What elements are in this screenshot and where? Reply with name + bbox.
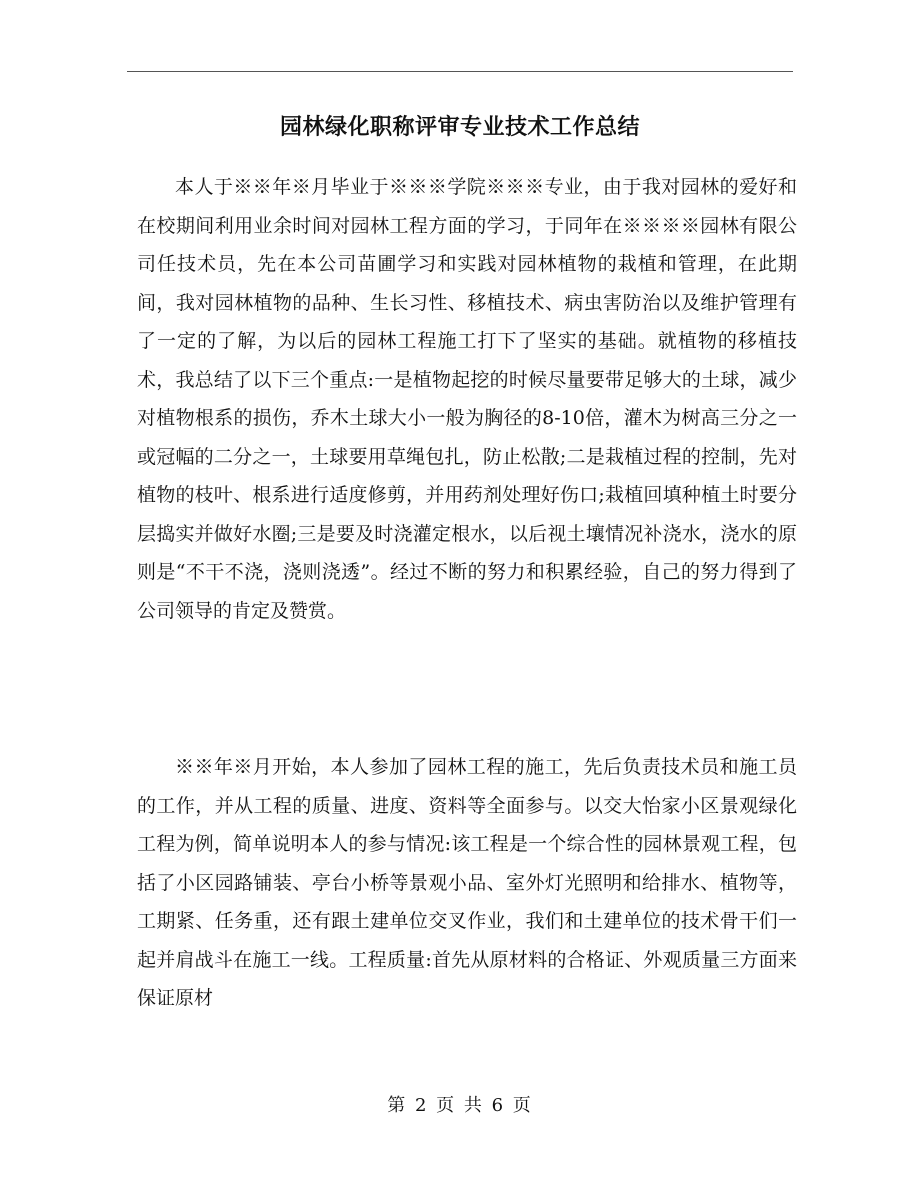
body-paragraph-1: 本人于※※年※月毕业于※※※学院※※※专业，由于我对园林的爱好和在校期间利用业余时间对园林工程方面的学习，于同年在※※※※园林有限公司任技术员，先在本公司苗圃学习和实践对园林植物的栽植和管理，在此期间，我对园林植物的品种、生长习性、移植技术、病虫害防治以及维护管理有了一定的了解，为以后的园林工程施工打下了坚实的基础。就植物的移植技术，我总结了以下三个重点:一是植物起挖的时候尽量要带足够大的土球，减少对植物根系的损伤，乔木土球大小一般为胸径的8-10倍，灌木为树高三分之一或冠幅的二分之一，土球要用草绳包扎，防止松散;二是栽植过程的控制，先对植物的枝叶、根系进行适度修剪，并用药剂处理好伤口;栽植回填种植土时要分层捣实并做好水圈;三是要及时浇灌定根水，以后视土壤情况补浇水，浇水的原则是“不干不浇，浇则浇透”。经过不断的努力和积累经验，自己的努力得到了公司领导的肯定及赞赏。 — [137, 176, 797, 622]
document-title: 园林绿化职称评审专业技术工作总结 — [279, 115, 640, 140]
body-paragraph-2: ※※年※月开始，本人参加了园林工程的施工，先后负责技术员和施工员的工作，并从工程的质量、进度、资料等全面参与。以交大怡家小区景观绿化工程为例，简单说明本人的参与情况:该工程是一个综合性的园林景观工程，包括了小区园路铺装、亭台小桥等景观小品、室外灯光照明和给排水、植物等，工期紧、任务重，还有跟土建单位交叉作业，我们和土建单位的技术骨干们一起并肩战斗在施工一线。工程质量:首先从原材料的合格证、外观质量三方面来保证原材 — [137, 756, 797, 1009]
header-rule — [127, 71, 793, 72]
page-number-footer: 第 2 页 共 6 页 — [387, 1095, 533, 1116]
